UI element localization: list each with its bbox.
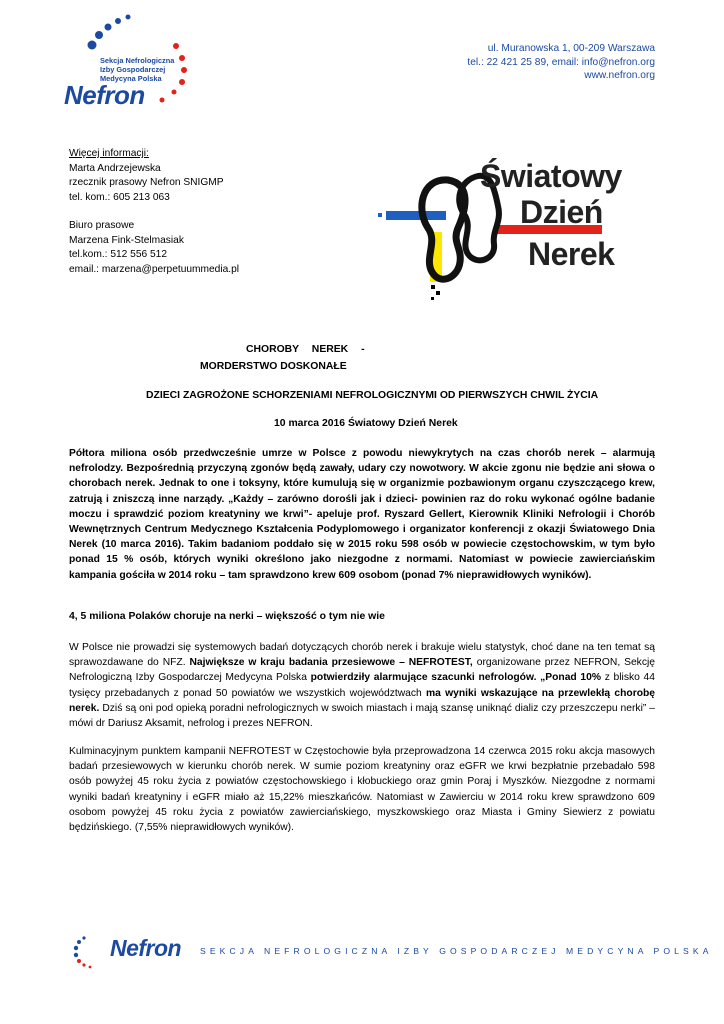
section-heading: 4, 5 miliona Polaków choruje na nerki – większość o tym nie wie [69,611,385,622]
address-street: ul. Muranowska 1, 00-209 Warszawa [487,43,655,54]
text-span: W Polsce nie prowadzi się systemowych badań dotyczących chorób nerek i brakuje wielu statystyk, choć dane na ten temat są sprawozdawane do NFZ. [69,642,655,669]
bold-span: ma wyniki wskazujące na przewlekłą chorobę nerek. [69,687,656,714]
nefron-logo [58,12,198,112]
contact-name: Marta Andrzejewska [69,162,161,174]
body-paragraph-2 [69,640,655,731]
contacts-block [69,147,239,277]
wkd-title-line2: Dzień [520,194,603,230]
address-block [467,42,655,83]
text-span: z blisko 44 tysięcy przebadanych z ponad 50 powiatów we wszystkich województwach [69,672,656,699]
lead-paragraph: Półtora miliona osób przedwcześnie umrze w Polsce z powodu niewykrytych na czas chorób nerek – alarmują nefrolodzy. Bezpośrednią przyczyną zgonów będą zawały, udary czy nowotwory. W akcie zgonu nie będzie ani słowa o chorobach nerek. Jednak to one i toksyny, które kumulują się w organizmie pozbawionym organu czyszczącego krew, zatrują i zniszczą inne narządy. „Każdy – zarówno dorośli jak i dzieci- powinien raz do roku wykonać ogólne badanie moczu i sprawdzić poziom kreatyniny we krwi”- apeluje prof. Ryszard Gellert, Kierownik Kliniki Nefrologii i Chorób Wewnętrznych Centrum Medycznego Kształcenia Podyplomowego i organizator konferencji z okazji Światowego Dnia Nerek (10 marca 2016). Takim badaniom poddało się w 2015 roku 598 osób w powiecie częstochowskim, w tym było ponad 15 % osób, których wyniki określono jako niezgodne z normami. Natomiast w powiecie zawierciańskim kampania gościła w 2014 roku – tam sprawdzono krew 609 osobom (ponad 7% nieprawidłowych wyników). [69,448,655,581]
footer-nefron-wordmark: Nefron [110,935,182,961]
bold-span: potwierdziły alarmujące szacunki nefrologów. „Ponad 10% [310,672,602,684]
title-line1: CHOROBY NEREK - [246,344,365,355]
wkd-title-line3: Nerek [528,236,615,272]
wkd-title-line1: Światowy [480,158,622,194]
bold-span: Największe w kraju badania przesiewowe – NEFROTEST, [189,657,473,669]
footer-org-name: SEKCJA NEFROLOGICZNA IZBY GOSPODARCZEJ MEDYCYNA POLSKA [200,946,713,956]
address-website[interactable]: www.nefron.org [584,70,655,81]
org-name [100,56,174,83]
contact-role: rzecznik prasowy Nefron SNIGMP [69,177,224,188]
contacts-label: Więcej informacji: [69,148,149,159]
contact-phone: tel.kom.: 512 556 512 [69,249,167,260]
org-line: Medycyna Polska [100,74,162,83]
body-paragraph-3: Kulminacyjnym punktem kampanii NEFROTEST w Częstochowie była przeprowadzona 14 czerwca 2015 roku akcja masowych badań przesiewowych w kierunku chorób nerek. W sumie poziom kreatyniny oraz eGFR we krwi bezpłatnie przebadało 598 osób powyżej 45 roku życia z powiatów częstochowskiego i kłobuckiego oraz gmin Poraj i Myszków. Niezgodne z normami wyniki badań kreatyniny i eGFR miało aż 15,22% mieszkańców. Natomiast w Zawierciu w 2014 roku krew sprawdzono 609 osobom powyżej 45 roku życia z powiatów zawierciańskiego, myszkowskiego oraz Miasta i Gminy Siewierz z powiatu będzińskiego. (7,55% nieprawidłowych wyników). [69,746,655,834]
nefron-wordmark: Nefron [64,80,145,110]
world-kidney-day-logo [376,150,626,310]
title-line2: MORDERSTWO DOSKONAŁE [200,361,347,372]
contact-name: Marzena Fink-Stelmasiak [69,234,184,246]
contact-email[interactable]: email.: marzena@perpetuummedia.pl [69,263,240,275]
date-line: 10 marca 2016 Światowy Dzień Nerek [274,418,458,429]
contact-phone: tel. kom.: 605 213 063 [69,191,170,203]
footer-dots-icon [70,932,110,972]
address-phone-email[interactable]: tel.: 22 421 25 89, email: info@nefron.org [467,56,655,68]
subtitle: DZIECI ZAGROŻONE SCHORZENIAMI NEFROLOGICZNYMI OD PIERWSZYCH CHWIL ŻYCIA [146,390,599,401]
press-office-label: Biuro prasowe [69,220,135,231]
text-span: Dziś są oni pod opieką poradni nefrologicznych w swoich miastach i mają szansę uniknąć dializ czy przeszczepu nerki” – mówi dr Dariusz Aksamit, nefrolog i prezes NEFRON. [69,702,655,730]
org-line: Izby Gospodarczej [100,65,166,74]
org-line: Sekcja Nefrologiczna [100,56,175,65]
footer-logo [70,932,713,972]
text-span: organizowane przez NEFRON, Sekcję Nefrologiczną Izby Gospodarczej Medycyna Polska [69,657,655,684]
